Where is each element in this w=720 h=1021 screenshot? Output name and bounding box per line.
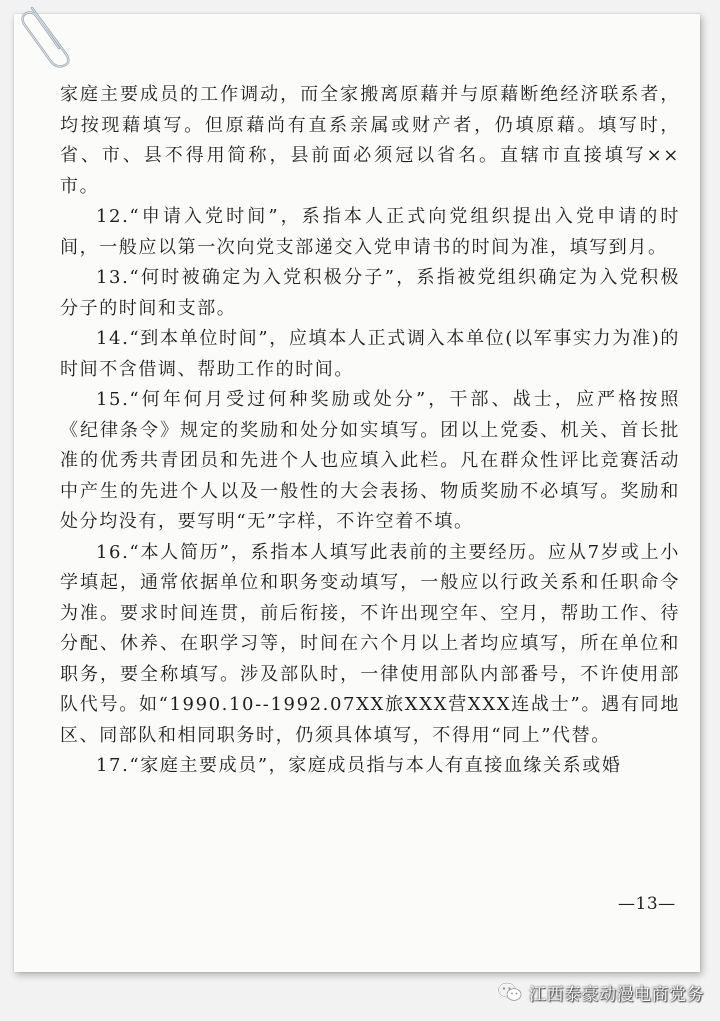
page-number: —13— <box>618 894 676 914</box>
document-body <box>60 80 680 782</box>
paperclip-icon <box>18 2 78 72</box>
document-page <box>14 14 700 972</box>
paragraph-item-12: 12.“申请入党时间”，系指本人正式向党组织提出入党申请的时间，一般应以第一次向党支部递交入党申请书的时间为准，填写到月。 <box>60 206 680 258</box>
paragraph-item-16: 16.“本人简历”，系指本人填写此表前的主要经历。应从7岁或上小学填起，通常依据单位和职务变动填写，一般应以行政关系和任职命令为准。要求时间连贯，前后衔接，不许出现空年、空月，帮助工作、待分配、休养、在职学习等，时间在六个月以上者均应填写，所在单位和职务，要全称填写。涉及部队时，一律使用部队内部番号，不许使用部队代号。如“1990.10--1992.07XX旅XXX营XXX连战士”。遇有同地区、同部队和相同职务时，仍须具体填写，不得用“同上”代替。 <box>60 541 680 746</box>
paragraph-item-13: 13.“何时被确定为入党积极分子”，系指被党组织确定为入党积极分子的时间和支部。 <box>60 267 680 319</box>
paragraph-item-14: 14.“到本单位时间”，应填本人正式调入本单位(以军事实力为准)的时间不含借调、帮助工作的时间。 <box>60 328 680 380</box>
paragraph-item-17: 17.“家庭主要成员”，家庭成员指与本人有直接血缘关系或婚 <box>96 755 622 776</box>
paragraph-continuation: 家庭主要成员的工作调动，而全家搬离原藉并与原藉断绝经济联系者，均按现藉填写。但原藉尚有直系亲属或财产者，仍填原藉。填写时，省、市、县不得用简称，县前面必须冠以省名。直辖市直接填写××市。 <box>60 84 680 197</box>
paragraph-item-15: 15.“何年何月受过何种奖励或处分”，干部、战士，应严格按照《纪律条令》规定的奖励和处分如实填写。团以上党委、机关、首长批准的优秀共青团员和先进个人也应填入此栏。凡在群众性评比竞赛活动中产生的先进个人以及一般性的大会表扬、物质奖励不必填写。奖励和处分均没有，要写明“无”字样，不许空着不填。 <box>60 389 680 532</box>
watermark-text: 江西泰豪动漫电商党务 <box>529 984 704 1005</box>
wechat-icon <box>497 981 523 1003</box>
watermark <box>497 979 704 1005</box>
